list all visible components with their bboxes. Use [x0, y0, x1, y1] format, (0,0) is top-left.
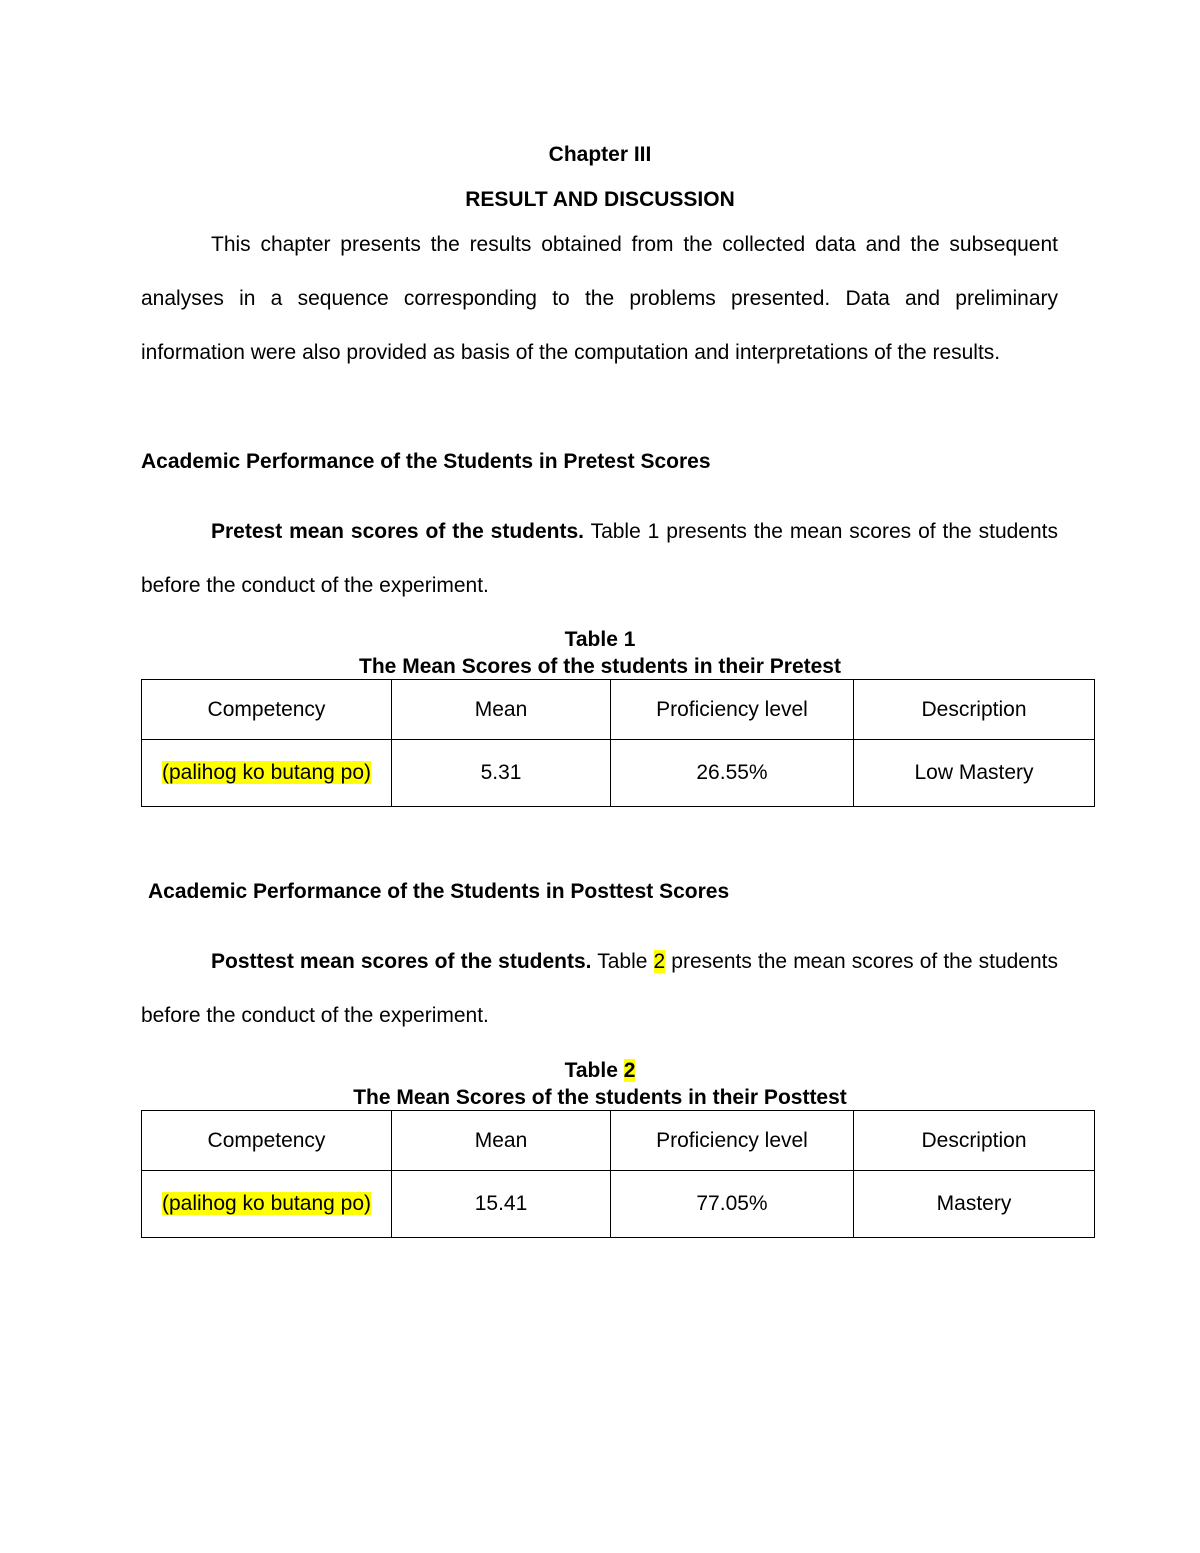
cell-description: Mastery: [854, 1171, 1095, 1238]
cell-mean: 15.41: [392, 1171, 611, 1238]
table1: [141, 679, 1095, 807]
table2-number-line: [0, 1057, 1200, 1084]
table1-caption: [0, 626, 1200, 680]
table-row: [142, 1171, 1095, 1238]
header-competency: Competency: [142, 1111, 392, 1171]
section2-heading: Academic Performance of the Students in Posttest Scores: [148, 880, 730, 903]
table-header-row: [142, 1111, 1095, 1171]
header-proficiency: Proficiency level: [611, 1111, 854, 1171]
table-header-row: [142, 680, 1095, 740]
cell-proficiency: 26.55%: [611, 740, 854, 807]
cell-competency: [142, 740, 392, 807]
header-competency: Competency: [142, 680, 392, 740]
section1-heading: Academic Performance of the Students in Pretest Scores: [141, 450, 711, 473]
chapter-title: RESULT AND DISCUSSION: [465, 188, 735, 211]
table1-title: The Mean Scores of the students in their Pretest: [359, 655, 841, 678]
cell-mean: 5.31: [392, 740, 611, 807]
section2-lead: Posttest mean scores of the students.: [211, 950, 592, 973]
header-mean: Mean: [392, 680, 611, 740]
intro-paragraph: This chapter presents the results obtained from the collected data and the subsequent analyses in a sequence corresponding to the problems presented. Data and preliminary information were also provided as basis of the computation and interpretations of the results.: [141, 233, 1058, 364]
highlighted-text: (palihog ko butang po): [162, 1192, 371, 1215]
table2-caption: [0, 1057, 1200, 1111]
table2-title: The Mean Scores of the students in their Posttest: [353, 1086, 847, 1109]
section1-text: Table 1 presents the mean scores of the students before the conduct of the experiment.: [141, 520, 1058, 597]
table2: [141, 1110, 1095, 1238]
cell-description: Low Mastery: [854, 740, 1095, 807]
header-mean: Mean: [392, 1111, 611, 1171]
header-description: Description: [854, 1111, 1095, 1171]
section1-lead: Pretest mean scores of the students.: [211, 520, 585, 543]
table2-prefix: Table: [564, 1059, 624, 1082]
section2-text-after: presents the mean scores of the students before the conduct of the experiment.: [141, 950, 1058, 1027]
section2-text-before: Table: [591, 950, 654, 973]
highlighted-text: (palihog ko butang po): [162, 761, 371, 784]
table2-number: 2: [623, 1059, 636, 1082]
section2-table-number: 2: [653, 950, 666, 973]
cell-competency: [142, 1171, 392, 1238]
header-proficiency: Proficiency level: [611, 680, 854, 740]
header-description: Description: [854, 680, 1095, 740]
chapter-label: Chapter III: [548, 143, 652, 166]
section2-paragraph: [141, 935, 1058, 1043]
cell-proficiency: 77.05%: [611, 1171, 854, 1238]
table1-number: Table 1: [564, 628, 636, 651]
table-row: [142, 740, 1095, 807]
section1-paragraph: [141, 505, 1058, 613]
